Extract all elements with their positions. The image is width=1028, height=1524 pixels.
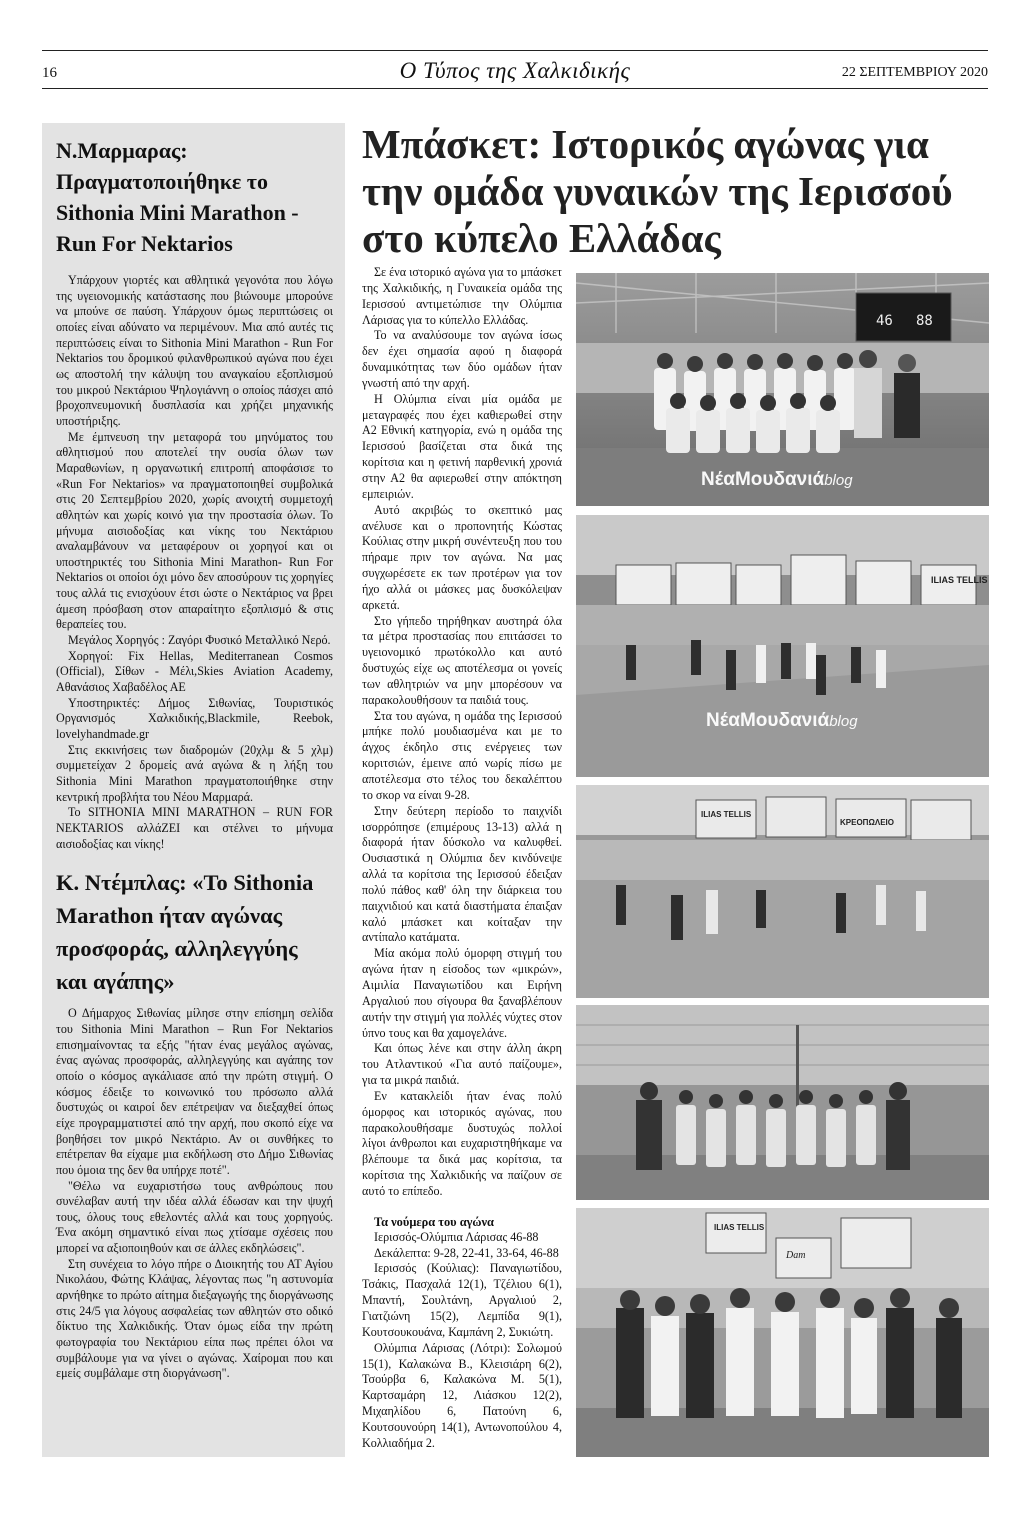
left-paragraph: Μεγάλος Χορηγός : Ζαγόρι Φυσικό Μεταλλικό Νερό.	[68, 633, 331, 648]
left-article-body	[56, 273, 333, 852]
main-article-headline: Μπάσκετ: Ιστορικός αγώνας για την ομάδα γυναικών της Ιερισσού στο κύπελο Ελλάδας	[362, 121, 953, 261]
stats-line: Δεκάλεπτα: 9-28, 22-41, 33-64, 46-88	[374, 1245, 559, 1260]
left-paragraph: Χορηγοί: Fix Hellas, Mediterranean Cosmos (Official), Σίθων - Μέλι,Skies Aviation Academy, Αθανάσιος Χαβαδέλος ΑΕ	[56, 648, 333, 695]
watermark-logo: ΝέαΜουδανιάblog	[701, 469, 853, 490]
stats-line: Ολύμπια Λάρισας (Λότρι): Σολωμού 15(1), Καλακώνα Β., Κλεισιάρη 6(2), Τσούρβα 6, Καλακώνα Μ. 5(1), Καρτσαμάρη 12, Λιάσκου 12(2), Μιχαηλίδου 6, Πατούνη 6, Κουτσουνούρη 14(1), Αντωνοπούλου 4, Κολλιαδήμα 2.	[362, 1340, 562, 1450]
players-huddle-photo	[576, 1208, 989, 1457]
sponsor-board-3: Dam	[786, 1250, 806, 1261]
main-article-body	[362, 265, 562, 1452]
left-paragraph: Στη συνέχεια το λόγο πήρε ο Διοικητής του ΑΤ Αγίου Νικολάου, Φώτης Κλάψας, λέγοντας πως "η αστυνομία αρνήθηκε το πρώτο αίτημα διεξαγωγής της διοργάνωσης στις 24/5 για λόγους ασφαλείας των αθλητών στο οδικό δίκτυο της Χαλκιδικής. Όταν όμως είδα την πρώτη φωτογραφία του Νεκτάριου είπα πως πρέπει όλοι να συμβάλουμε για να γίνει ο αγώνας. Χαίρομαι που και εμείς συμβάλαμε στη διοργάνωση".	[56, 1256, 333, 1381]
left-article-2-body	[56, 1006, 333, 1382]
main-paragraph: Η Ολύμπια είναι μία ομάδα με μεταγραφές που έχει καθιερωθεί στην Α2 Εθνική κατηγορία, ενώ η ομάδα της Ιερισσού βασίζεται στα δικά της κορίτσια και η φετινή παρθενική χρονιά στην Α2 θα αφιερωθεί στην απόκτηση εμπειριών.	[362, 391, 562, 501]
left-paragraph: "Θέλω να ευχαριστήσω τους ανθρώπους που συνέλαβαν αυτή την ιδέα αλλά έδωσαν και την ψυχή τους, όλους τους εθελοντές αλλά και τους χορηγούς. Ένα ακόμη σημαντικό είναι πως χτίσαμε σχέσεις που μπορεί να αξιοποιηθούν και σε άλλες εκδηλώσεις".	[56, 1178, 333, 1256]
main-paragraph: Το να αναλύσουμε τον αγώνα ίσως δεν έχει σημασία αφού η διαφορά δυναμικότητας των δύο ομάδων ήταν γνωστή από την αρχή.	[362, 328, 562, 390]
main-paragraph: Στην δεύτερη περίοδο το παιχνίδι ισορρόπησε (επιμέρους 13-13) αλλά η διαφορά ήταν δύσκολο να καλυφθεί. Ουσιαστικά η Ολύμπια δεν κινδύνεψε αλλά τα κορίτσια της Ιερισσού έδειξαν πολύ πάθος καθ' όλη την διάρκεια του παιχνιδιού και κατά διαστήματα έπαιξαν καλό μπάσκετ και κοίταξαν την αντίπαλο κατάματα.	[362, 803, 562, 945]
left-article-headline: Ν.Μαρμαρας: Πραγματοποιήθηκε το Sithonia Mini Marathon - Run For Nektarios	[56, 138, 299, 256]
main-paragraph: Αυτό ακριβώς το σκεπτικό μας ανέλυσε και ο προπονητής Κώστας Κούλιας στην μικρή συνέντευξη που του πήραμε πριν τον αγώνα. Να μας συγχωρέσετε εκ των προτέρων για τον ήχο αλλά οι μάσκες μας δυσκόλεψαν αρκετά.	[362, 502, 562, 612]
main-paragraph: Και όπως λένε και στην άλλη άκρη του Ατλαντικού «Για αυτό παίζουμε», για τα μικρά παιδιά.	[362, 1041, 562, 1088]
sponsor-board-2: ΚΡΕΟΠΩΛΕΙΟ	[840, 818, 894, 827]
left-paragraph: Στις εκκινήσεις των διαδρομών (20χλμ & 5 χλμ) συμμετείχαν 2 δρομείς ανά αγώνα & η λήξη του Sithonia Mini Marathon πραγματοποιήθηκε στην κεντρική προβλήτα του Νέου Μαρμαρά.	[56, 742, 333, 804]
left-paragraph: Υπάρχουν γιορτές και αθλητικά γεγονότα που λόγω της υγειονομικής κατάστασης που βιώνουμε μπορούνε να μπούνε σε παύση. Υπάρχουν όμως περιπτώσεις οι οποίες είναι αδύνατο να περιμένουν. Μια από αυτές τις περιπτώσεις είναι το Sithonia Mini Marathon - Run For Nektarios του δρομικού φιλανθρωπικού αγώνα που έχει ως αποστολή την κάλυψη του αναγκαίου εξοπλισμού του μικρού Νεκτάριου Ψηλογιάννη ο οποίος πάσχει από βροχοπνευμονική δυσπλασία και χρήζει μηχανικής υποστήριξης.	[56, 273, 333, 428]
left-paragraph: Ο Δήμαρχος Σιθωνίας μίλησε στην επίσημη σελίδα του Sithonia Mini Marathon – Run For Nektarios επισημαίνοντας τα εξής "ήταν ένας μεγάλος αγώνας, ένας αγώνας προσφοράς, αλληλεγγύης και αγάπης τον οποίο ο κόσμος αγκάλιασε από την πρώτη στιγμή. Ο κόσμος έδειξε το κοινωνικό του πρόσωπο αλλά δυστυχώς οι καιροί δεν επέτρεψαν να διεξαχθεί όπως είχε προγραμματιστεί από την αρχή, που σκοπό είχε να βοηθήσει τον μικρό Νεκτάριο. Αν οι συνθήκες το επέτρεπαν θα είχαμε μια εκδήλωση στο Δήμο Σιθωνίας που όμοια της δεν θα υπήρχε ποτέ".	[56, 1006, 333, 1177]
team-photo-ierissos	[576, 273, 989, 506]
left-column	[42, 123, 345, 1457]
main-paragraph: Στο γήπεδο τηρήθηκαν αυστηρά όλα τα μέτρα προστασίας που επιτάσσει το υγειονομικό πρωτόκολλο και αυτό δυστυχώς είχε ως αποτέλεσμα οι γονείς των αθλητριών να μην μπορέσουν να παρακολουθήσουν τα παιδιά τους.	[362, 613, 562, 707]
left-paragraph: Υποστηρικτές: Δήμος Σιθωνίας, Τουριστικός Οργανισμός Χαλκιδικής,Blackmile, Reebok, lovelyhandmade.gr	[56, 695, 333, 742]
stats-line: Ιερισσός (Κούλιας): Παναγιωτίδου, Τσάκις, Πασχαλά 12(1), Τζέλιου 6(1), Μπαντή, Σουλτάνη, Αργαλιού 2, Γιατζιώνη 15(2), Λεμπίδα 9(1), Κουτσουκουάνα, Καμπάνη 2, Συκιώτη.	[362, 1261, 562, 1339]
game-action-photo-2	[576, 785, 989, 998]
sponsor-board-1: ILIAS TELLIS	[714, 1223, 765, 1232]
left-paragraph: Το SITHONIA MINI MARATHON – RUN FOR NEKTARIOS αλλάΖΕΙ και στέλνει το μήνυμα αισιοδοξίας και νίκης!	[56, 805, 333, 851]
main-paragraph: Σε ένα ιστορικό αγώνα για το μπάσκετ της Χαλκιδικής, η Γυναικεία ομάδα της Ιερισσού αντιμετώπισε την Ολύμπια Λάρισας για το κύπελλο Ελλάδας.	[362, 265, 562, 327]
newspaper-title: Ο Τύπος της Χαλκιδικής	[399, 58, 631, 83]
group-photo-postgame	[576, 1005, 989, 1200]
main-paragraph: Εν κατακλείδι ήταν ένας πολύ όμορφος και ιστορικός αγώνας, που παρακολουθήσαμε δυστυχώς πολλοί λίγοι άνθρωποι και ευχαριστηθήκαμε να βλέπουμε τα δικά μας κορίτσια, τα κορίτσια της Χαλκιδικής να παίζουν σε αυτό το επίπεδο.	[362, 1088, 562, 1198]
left-article-2-headline: Κ. Ντέμπλας: «Το Sithonia Marathon ήταν αγώνας προσφοράς, αλληλεγγύης και αγάπης»	[56, 870, 314, 995]
watermark-logo: ΝέαΜουδανιάblog	[706, 710, 858, 731]
page-header	[42, 50, 988, 90]
sponsor-board-1: ILIAS TELLIS	[931, 575, 988, 585]
sponsor-board-1: ILIAS TELLIS	[701, 810, 752, 819]
page-number: 16	[42, 65, 57, 81]
scoreboard-home: 46	[876, 313, 893, 329]
left-paragraph: Με έμπνευση την μεταφορά του μηνύματος του αθλητισμού που αποτελεί την ουσία όλων των Μαραθωνίων, η οργανωτική επιτροπή αποφάσισε το «Run For Nektarios» να πραγματοποιηθεί συμβολικά στις 20 Σεπτεμβρίου 2020, χωρίς ανοιχτή συμμετοχή αθλητών και χωρίς κοινό για την προστασία όλων. Το μήνυμα αισιοδοξίας και νίκης του Νεκτάριου αναλαμβάνουν να μεταφέρουν οι χορηγοί και οι υποστηρικτές του Sithonia Mini Marathon- Run For Nektarios οι οποίοι όχι μόνο δεν αποσύρουν τις χορηγίες τους αλλά τις ενισχύουν έτσι ώστε ο Νεκτάριος να βρει άμεση πρόσβαση στον απαραίτητο εξοπλισμό & στις θεραπείες του.	[56, 429, 333, 632]
scoreboard-away: 88	[916, 313, 933, 329]
header-rule-bottom	[42, 88, 988, 89]
stats-line: Ιερισσός-Ολύμπια Λάρισας 46-88	[374, 1229, 539, 1244]
game-action-photo-1	[576, 515, 989, 777]
main-paragraph: Μία ακόμα πολύ όμορφη στιγμή του αγώνα ήταν η είσοδος των «μικρών», Αιμιλία Παναγιωτίδου και Ειρήνη Αργαλιού που σίγουρα θα ξαναβλέπουν αυτήν την στιγμή για πολλές νύχτες στον ύπνο τους και θα χαμογελάνε.	[362, 946, 562, 1040]
header-rule-top	[42, 50, 988, 51]
main-paragraph: Στα του αγώνα, η ομάδα της Ιερισσού μπήκε πολύ μουδιασμένα και με το άγχος έκδηλο στις ενέργειες των κοριτσιών, έμεινε από νωρίς πίσω με αποτέλεσμα στο τέλος του δεκαλέπτου το σκορ να είναι 9-28.	[362, 708, 562, 802]
issue-date: 22 ΣΕΠΤΕΜΒΡΙΟΥ 2020	[841, 65, 988, 80]
stats-title: Τα νούμερα του αγώνα	[374, 1214, 494, 1229]
